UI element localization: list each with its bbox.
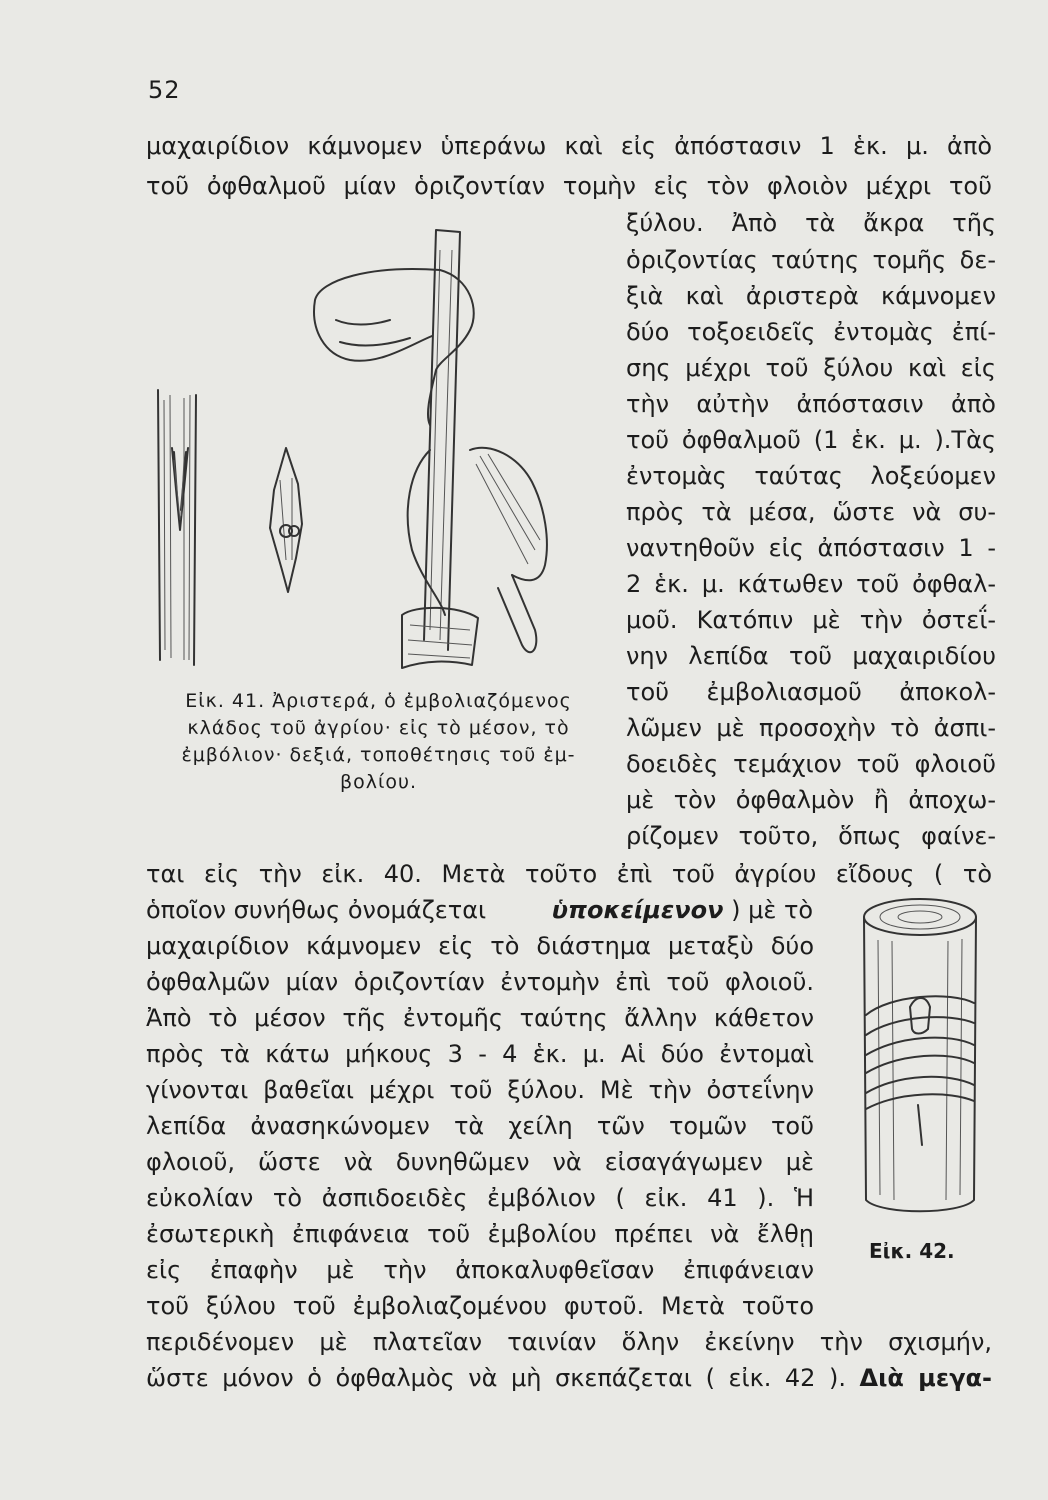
text-segment: ) μὲ τὸ: [731, 896, 814, 924]
figure-41-illustration: [140, 220, 610, 685]
figure-42-caption: Εἰκ. 42.: [869, 1239, 955, 1263]
text-line: γίνονται βαθεῖαι μέχρι τοῦ ξύλου. Μὲ τὴν ὀστεΐνην: [146, 1076, 814, 1104]
text-line: λῶμεν μὲ προσοχὴν τὸ ἀσπι-: [626, 714, 996, 742]
shield-bud-drawing: [270, 448, 302, 592]
figure-41-caption-line: ἐμβόλιον· δεξιά, τοποθέτησις τοῦ ἐμ-: [181, 744, 576, 766]
figure-41-caption-line: Εἰκ. 41. Ἀριστερά, ὁ ἐμβολιαζόμενος: [185, 690, 572, 712]
text-line: 2 ἑκ. μ. κάτωθεν τοῦ ὀφθαλ-: [626, 570, 996, 598]
text-line: λεπίδα ἀνασηκώνομεν τὰ χείλη τῶν τομῶν τοῦ: [146, 1112, 814, 1140]
text-line: πρὸς τὰ κάτω μήκους 3 - 4 ἑκ. μ. Αἱ δύο ἐντομαὶ: [146, 1040, 814, 1068]
text-line: [146, 894, 814, 926]
grafting-hands-drawing: [314, 230, 547, 668]
bound-stem-drawing: [864, 899, 976, 1211]
text-line: τοῦ ὀφθαλμοῦ μίαν ὁριζοντίαν τομὴν εἰς τὸν φλοιὸν μέχρι τοῦ: [146, 172, 992, 200]
text-line: σης μέχρι τοῦ ξύλου καὶ εἰς: [626, 354, 996, 382]
text-line: Ἀπὸ τὸ μέσον τῆς ἐντομῆς ταύτης ἄλλην κάθετον: [146, 1004, 814, 1032]
text-segment: ὁποῖον συνήθως ὀνομάζεται: [146, 896, 487, 924]
text-line: πρὸς τὰ μέσα, ὥστε νὰ συ-: [626, 498, 996, 526]
text-line: ὀφθαλμῶν μίαν ὁριζοντίαν ἐντομὴν ἐπὶ τοῦ φλοιοῦ.: [146, 968, 814, 996]
text-line: τοῦ ὀφθαλμοῦ (1 ἑκ. μ. ).Τὰς: [626, 426, 996, 454]
text-line: περιδένομεν μὲ πλατεῖαν ταινίαν ὅλην ἐκείνην τὴν σχισμήν,: [146, 1328, 992, 1356]
text-line: μὲ τὸν ὀφθαλμὸν ἢ ἀποχω-: [626, 786, 996, 814]
text-line: ὁριζοντίας ταύτης τομῆς δε-: [626, 246, 996, 274]
text-line: τοῦ ἐμβολιασμοῦ ἀποκολ-: [626, 678, 996, 706]
text-line: εἰς ἐπαφὴν μὲ τὴν ἀποκαλυφθεῖσαν ἐπιφάνειαν: [146, 1256, 814, 1284]
text-segment: ὥστε μόνον ὁ ὀφθαλμὸς νὰ μὴ σκεπάζεται ( εἰκ. 42 ).: [146, 1364, 846, 1392]
text-line: ναντηθοῦν εἰς ἀπόστασιν 1 -: [626, 534, 996, 562]
text-line: [146, 1362, 992, 1394]
text-line: ξύλου. Ἀπὸ τὰ ἄκρα τῆς: [626, 209, 996, 237]
figure-42-illustration: [850, 895, 990, 1230]
text-line: τὴν αὐτὴν ἀπόστασιν ἀπὸ: [626, 390, 996, 418]
text-line: τοῦ ξύλου τοῦ ἐμβολιαζομένου φυτοῦ. Μετὰ τοῦτο: [146, 1292, 814, 1320]
text-line: δύο τοξοειδεῖς ἐντομὰς ἐπί-: [626, 318, 996, 346]
text-line: ρίζομεν τοῦτο, ὅπως φαίνε-: [626, 822, 996, 850]
text-line: μαχαιρίδιον κάμνομεν ὑπεράνω καὶ εἰς ἀπόστασιν 1 ἑκ. μ. ἀπὸ: [146, 132, 992, 160]
text-line: ξιὰ καὶ ἀριστερὰ κάμνομεν: [626, 282, 996, 310]
text-segment: Διὰ μεγα-: [859, 1364, 992, 1392]
text-line: μαχαιρίδιον κάμνομεν εἰς τὸ διάστημα μεταξὺ δύο: [146, 932, 814, 960]
text-line: μοῦ. Κατόπιν μὲ τὴν ὀστεΐ-: [626, 606, 996, 634]
figure-41-caption-line: βολίου.: [339, 771, 418, 793]
text-line: εὐκολίαν τὸ ἀσπιδοειδὲς ἐμβόλιον ( εἰκ. 41 ). Ἡ: [146, 1184, 814, 1212]
figure-41-caption-line: κλάδος τοῦ ἀγρίου· εἰς τὸ μέσον, τὸ: [187, 717, 570, 739]
text-line: ται εἰς τὴν εἰκ. 40. Μετὰ τοῦτο ἐπὶ τοῦ ἀγρίου εἴδους ( τὸ: [146, 860, 992, 888]
emphasis-term: ὑποκείμενον: [551, 896, 724, 924]
text-line: φλοιοῦ, ὥστε νὰ δυνηθῶμεν νὰ εἰσαγάγωμεν μὲ: [146, 1148, 814, 1176]
text-line: δοειδὲς τεμάχιον τοῦ φλοιοῦ: [626, 750, 996, 778]
text-line: ἐντομὰς ταύτας λοξεύομεν: [626, 462, 996, 490]
page-number: 52: [148, 76, 181, 104]
branch-drawing: [158, 390, 196, 665]
text-line: ἐσωτερικὴ ἐπιφάνεια τοῦ ἐμβολίου πρέπει νὰ ἔλθῃ: [146, 1220, 814, 1248]
text-line: νην λεπίδα τοῦ μαχαιριδίου: [626, 642, 996, 670]
